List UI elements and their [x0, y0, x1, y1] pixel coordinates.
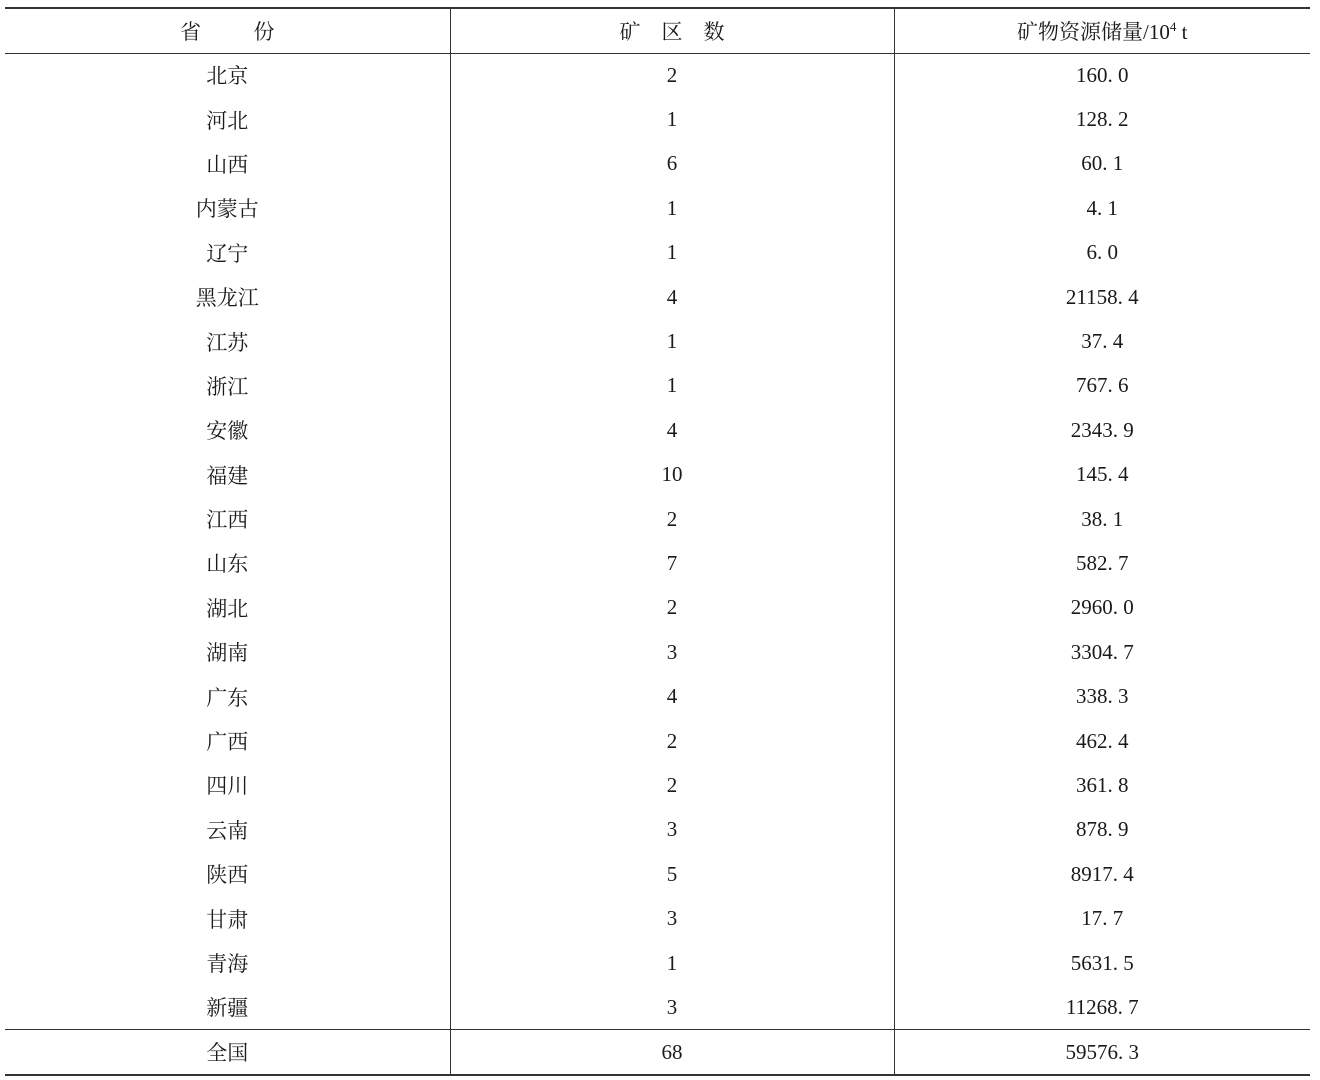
table-row	[5, 275, 1310, 319]
reserves-cell: 361. 8	[894, 763, 1310, 807]
province-cell: 内蒙古	[195, 197, 259, 222]
table-row	[5, 808, 1310, 852]
header-row	[5, 8, 1310, 53]
total-row	[5, 1030, 1310, 1076]
province-cell: 山西	[206, 152, 249, 177]
mine-count-cell: 2	[450, 719, 894, 763]
reserves-cell: 160. 0	[894, 53, 1310, 97]
table-row	[5, 586, 1310, 630]
reserves-cell: 38. 1	[894, 497, 1310, 541]
reserves-cell: 17. 7	[894, 896, 1310, 940]
province-cell: 陕西	[206, 863, 249, 888]
mine-count-cell: 3	[450, 896, 894, 940]
header-mine-count-label: 矿 区 数	[619, 19, 725, 44]
table-row	[5, 985, 1310, 1029]
reserves-cell: 6. 0	[894, 231, 1310, 275]
table-row	[5, 852, 1310, 896]
reserves-cell: 2960. 0	[894, 586, 1310, 630]
reserves-cell: 37. 4	[894, 319, 1310, 363]
table-row	[5, 719, 1310, 763]
reserves-cell: 582. 7	[894, 541, 1310, 585]
table-row	[5, 453, 1310, 497]
mine-count-cell: 2	[450, 763, 894, 807]
mine-count-cell: 2	[450, 586, 894, 630]
province-cell: 广西	[206, 730, 249, 755]
reserves-cell: 3304. 7	[894, 630, 1310, 674]
table-row	[5, 408, 1310, 452]
reserves-cell: 5631. 5	[894, 941, 1310, 985]
total-mine-count-cell: 68	[450, 1030, 894, 1076]
header-province	[5, 8, 450, 53]
province-cell: 广东	[206, 685, 249, 710]
mine-count-cell: 5	[450, 852, 894, 896]
reserves-cell: 462. 4	[894, 719, 1310, 763]
table-row	[5, 186, 1310, 230]
mine-count-cell: 1	[450, 941, 894, 985]
mine-count-cell: 1	[450, 364, 894, 408]
mine-count-cell: 3	[450, 985, 894, 1029]
table-row	[5, 364, 1310, 408]
province-cell: 青海	[206, 952, 249, 976]
header-reserves-unit: t	[1176, 19, 1188, 44]
table-row	[5, 319, 1310, 363]
header-reserves	[894, 8, 1310, 53]
province-cell: 湖南	[206, 641, 249, 666]
header-reserves-label: 矿物资源储量/10	[1017, 19, 1170, 44]
province-cell: 福建	[206, 463, 249, 488]
province-cell: 安徽	[206, 419, 249, 444]
province-cell: 云南	[206, 818, 249, 843]
mineral-reserves-table	[5, 7, 1310, 1076]
mine-count-cell: 6	[450, 142, 894, 186]
table-row	[5, 541, 1310, 585]
table-row	[5, 941, 1310, 985]
reserves-cell: 145. 4	[894, 453, 1310, 497]
mine-count-cell: 7	[450, 541, 894, 585]
table-row	[5, 896, 1310, 940]
province-cell: 山东	[206, 552, 249, 577]
province-cell: 江苏	[206, 330, 249, 355]
table-row	[5, 142, 1310, 186]
total-reserves-cell: 59576. 3	[894, 1030, 1310, 1076]
province-cell: 黑龙江	[195, 286, 259, 311]
reserves-cell: 21158. 4	[894, 275, 1310, 319]
reserves-cell: 4. 1	[894, 186, 1310, 230]
mine-count-cell: 4	[450, 275, 894, 319]
total-label-cell: 全国	[5, 1030, 450, 1076]
reserves-cell: 767. 6	[894, 364, 1310, 408]
province-cell: 河北	[206, 108, 249, 133]
mine-count-cell: 3	[450, 808, 894, 852]
reserves-cell: 2343. 9	[894, 408, 1310, 452]
reserves-cell: 878. 9	[894, 808, 1310, 852]
mine-count-cell: 4	[450, 674, 894, 718]
reserves-cell: 8917. 4	[894, 852, 1310, 896]
province-cell: 辽宁	[206, 241, 249, 266]
table-row	[5, 231, 1310, 275]
mine-count-cell: 3	[450, 630, 894, 674]
reserves-cell: 60. 1	[894, 142, 1310, 186]
mine-count-cell: 10	[450, 453, 894, 497]
province-cell: 新疆	[206, 996, 249, 1021]
table-row	[5, 497, 1310, 541]
mine-count-cell: 2	[450, 53, 894, 97]
reserves-cell: 128. 2	[894, 97, 1310, 141]
mine-count-cell: 1	[450, 186, 894, 230]
province-cell: 北京	[206, 64, 249, 89]
province-cell: 江西	[206, 508, 249, 533]
mine-count-cell: 1	[450, 97, 894, 141]
province-cell: 浙江	[206, 374, 249, 399]
mine-count-cell: 2	[450, 497, 894, 541]
mine-count-cell: 1	[450, 319, 894, 363]
province-cell: 四川	[206, 774, 249, 799]
reserves-cell: 338. 3	[894, 674, 1310, 718]
mine-count-cell: 4	[450, 408, 894, 452]
province-cell: 甘肃	[206, 907, 249, 932]
table-row	[5, 53, 1310, 97]
table-row	[5, 630, 1310, 674]
table-row	[5, 97, 1310, 141]
province-cell: 湖北	[206, 596, 249, 621]
reserves-cell: 11268. 7	[894, 985, 1310, 1029]
mineral-reserves-table-container	[5, 7, 1310, 1076]
header-province-label: 省 份	[180, 19, 275, 44]
mine-count-cell: 1	[450, 231, 894, 275]
header-mine-count	[450, 8, 894, 53]
table-row	[5, 763, 1310, 807]
table-row	[5, 674, 1310, 718]
header-reserves-exponent: 4	[1169, 18, 1177, 34]
